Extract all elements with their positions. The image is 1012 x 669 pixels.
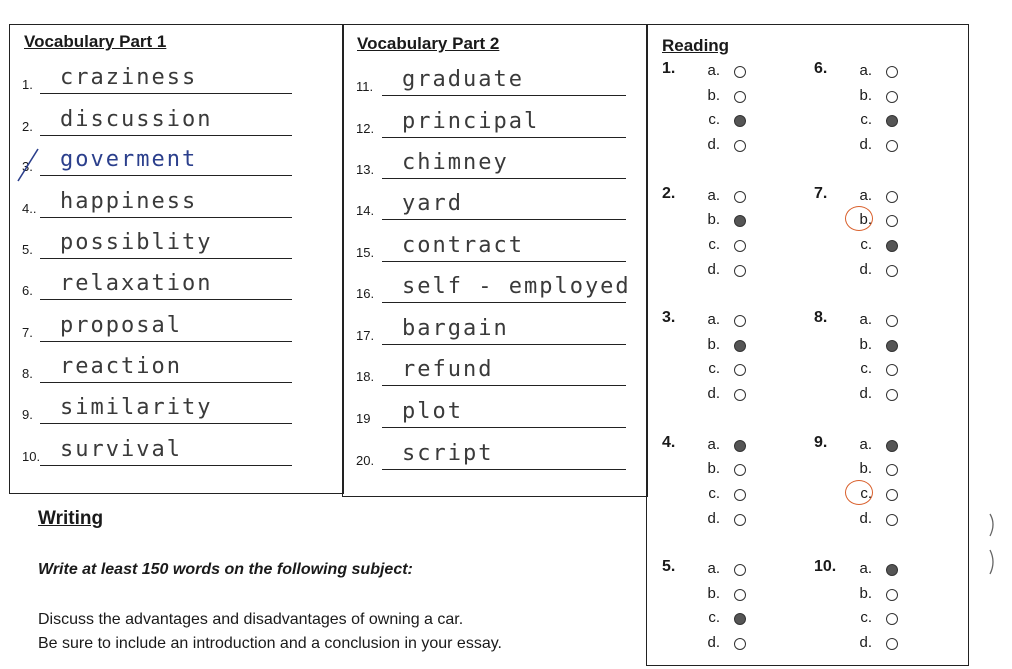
vocab2-item — [356, 315, 626, 345]
filled-bubble[interactable] — [734, 115, 746, 127]
option-letter: d. — [707, 136, 720, 154]
vocab1-item — [22, 270, 292, 300]
reading-question-number: 4. — [662, 433, 676, 451]
vocab1-item — [22, 229, 292, 259]
vocab2-item — [356, 108, 626, 138]
handwritten-answer: discussion — [60, 107, 213, 132]
option-letter: b. — [707, 460, 720, 478]
option-letter: b. — [707, 335, 720, 353]
handwritten-answer: principal — [402, 109, 540, 134]
empty-bubble[interactable] — [886, 140, 898, 152]
answer-option-b[interactable] — [852, 211, 912, 235]
answer-line — [40, 299, 292, 300]
answer-option-d[interactable] — [852, 261, 912, 285]
empty-bubble[interactable] — [886, 66, 898, 78]
answer-line — [40, 258, 292, 259]
vocab2-item — [356, 273, 631, 303]
handwritten-answer: self - employed — [402, 274, 631, 299]
empty-bubble[interactable] — [886, 613, 898, 625]
vocab-part2-heading: Vocabulary Part 2 — [357, 34, 500, 53]
item-number: 1. — [22, 77, 33, 92]
filled-bubble[interactable] — [734, 613, 746, 625]
answer-option-d[interactable] — [852, 634, 912, 658]
empty-bubble[interactable] — [734, 91, 746, 103]
answer-option-a[interactable] — [700, 560, 760, 584]
answer-option-c[interactable] — [852, 485, 912, 509]
empty-bubble[interactable] — [886, 464, 898, 476]
answer-line — [40, 135, 292, 136]
handwritten-answer: proposal — [60, 313, 182, 338]
item-number: 19 — [356, 411, 371, 426]
option-letter: a. — [707, 560, 720, 577]
empty-bubble[interactable] — [886, 91, 898, 103]
vocab1-item — [22, 353, 292, 383]
answer-line — [40, 423, 292, 424]
filled-bubble[interactable] — [886, 564, 898, 576]
answer-option-a[interactable] — [852, 560, 912, 584]
answer-option-d[interactable] — [700, 261, 760, 285]
item-number: 2. — [22, 119, 33, 134]
answer-option-d[interactable] — [700, 136, 760, 160]
answer-option-c[interactable] — [700, 236, 760, 260]
empty-bubble[interactable] — [734, 638, 746, 650]
reading-question-number: 5. — [662, 558, 676, 575]
filled-bubble[interactable] — [734, 215, 746, 227]
handwritten-answer: similarity — [60, 395, 213, 420]
empty-bubble[interactable] — [734, 489, 746, 501]
option-letter: b. — [859, 86, 872, 104]
option-letter: d. — [859, 260, 872, 278]
pen-correction-mark — [14, 145, 44, 185]
answer-line — [40, 341, 292, 342]
item-number: 7. — [22, 325, 33, 340]
empty-bubble[interactable] — [734, 589, 746, 601]
vocab2-item — [356, 232, 626, 262]
answer-line — [382, 178, 626, 179]
item-number: 11. — [356, 79, 374, 94]
reading-question-number: 6. — [814, 60, 828, 77]
answer-option-d[interactable] — [700, 385, 760, 409]
answer-line — [40, 93, 292, 94]
option-letter: b. — [859, 584, 872, 602]
empty-bubble[interactable] — [734, 514, 746, 526]
option-letter: c. — [708, 609, 720, 627]
handwritten-answer: goverment — [60, 147, 198, 172]
item-number: 8. — [22, 366, 33, 381]
answer-option-b[interactable] — [700, 460, 760, 484]
empty-bubble[interactable] — [734, 66, 746, 78]
reading-box — [646, 24, 969, 666]
handwritten-answer: script — [402, 441, 494, 466]
answer-option-a[interactable] — [700, 311, 760, 335]
answer-option-b[interactable] — [852, 585, 912, 609]
vocab2-item — [356, 398, 626, 428]
handwritten-answer: craziness — [60, 65, 198, 90]
reading-heading: Reading — [662, 36, 730, 55]
option-letter: d. — [859, 385, 872, 403]
answer-option-b[interactable] — [852, 336, 912, 360]
item-number: 4.. — [22, 201, 37, 216]
writing-instruction: Write at least 150 words on the following subject: — [38, 561, 413, 578]
empty-bubble[interactable] — [734, 140, 746, 152]
answer-line — [382, 344, 626, 345]
empty-bubble[interactable] — [734, 191, 746, 203]
filled-bubble[interactable] — [886, 115, 898, 127]
item-number: 9. — [22, 407, 33, 422]
writing-prompt-line1: Discuss the advantages and disadvantages of owning a car. — [38, 611, 464, 628]
empty-bubble[interactable] — [886, 389, 898, 401]
option-letter: b. — [859, 211, 872, 229]
item-number: 3. — [22, 159, 33, 174]
vocab1-item — [22, 106, 292, 136]
answer-line — [382, 385, 626, 386]
answer-option-c[interactable] — [700, 111, 760, 135]
item-number: 5. — [22, 242, 33, 257]
option-letter: a. — [707, 435, 720, 453]
vocab2-item — [356, 190, 626, 220]
answer-option-a[interactable] — [852, 436, 912, 460]
answer-line — [40, 382, 292, 383]
empty-bubble[interactable] — [886, 589, 898, 601]
item-number: 15. — [356, 245, 375, 260]
option-letter: a. — [707, 62, 720, 79]
option-letter: a. — [859, 311, 872, 328]
item-number: 6. — [22, 283, 33, 298]
handwritten-answer: graduate — [402, 67, 524, 92]
empty-bubble[interactable] — [886, 191, 898, 203]
vocab1-item — [22, 312, 292, 342]
answer-option-c[interactable] — [700, 485, 760, 509]
empty-bubble[interactable] — [886, 215, 898, 227]
vocab2-item — [356, 149, 626, 179]
option-letter: c. — [708, 235, 720, 253]
option-letter: a. — [859, 560, 872, 577]
handwritten-answer: happiness — [60, 189, 198, 214]
answer-option-a[interactable] — [852, 311, 912, 335]
answer-option-c[interactable] — [852, 609, 912, 633]
empty-bubble[interactable] — [734, 315, 746, 327]
option-letter: d. — [707, 385, 720, 403]
option-letter: c. — [860, 360, 872, 378]
answer-option-a[interactable] — [700, 62, 760, 86]
handwritten-answer: survival — [60, 437, 182, 462]
option-letter: c. — [860, 111, 872, 129]
answer-line — [40, 175, 292, 176]
answer-option-d[interactable] — [852, 385, 912, 409]
item-number: 13. — [356, 162, 375, 177]
answer-option-a[interactable] — [852, 62, 912, 86]
option-letter: b. — [707, 584, 720, 602]
item-number: 18. — [356, 369, 375, 384]
answer-option-d[interactable] — [700, 634, 760, 658]
answer-line — [382, 427, 626, 428]
vocab2-item — [356, 440, 626, 470]
answer-option-c[interactable] — [852, 360, 912, 384]
handwritten-answer: possiblity — [60, 230, 213, 255]
answer-option-c[interactable] — [852, 111, 912, 135]
reading-question-number: 7. — [814, 184, 828, 202]
answer-option-d[interactable] — [852, 136, 912, 160]
reading-question-number: 10. — [814, 558, 837, 575]
reading-question-number: 9. — [814, 433, 828, 451]
empty-bubble[interactable] — [734, 364, 746, 376]
answer-option-b[interactable] — [700, 585, 760, 609]
option-letter: a. — [707, 311, 720, 328]
answer-option-c[interactable] — [700, 360, 760, 384]
reading-question-number: 2. — [662, 184, 676, 202]
answer-line — [382, 95, 626, 96]
answer-line — [382, 137, 626, 138]
empty-bubble[interactable] — [734, 240, 746, 252]
option-letter: d. — [707, 260, 720, 278]
vocab1-item — [22, 146, 292, 176]
option-letter: d. — [859, 509, 872, 527]
empty-bubble[interactable] — [734, 265, 746, 277]
option-letter: a. — [859, 62, 872, 79]
option-letter: b. — [707, 211, 720, 229]
vocab-part1-heading: Vocabulary Part 1 — [24, 32, 167, 51]
writing-prompt-line2: Be sure to include an introduction and a conclusion in your essay. — [38, 635, 502, 652]
answer-option-c[interactable] — [852, 236, 912, 260]
empty-bubble[interactable] — [734, 564, 746, 576]
filled-bubble[interactable] — [734, 440, 746, 452]
filled-bubble[interactable] — [734, 340, 746, 352]
writing-heading: Writing — [38, 508, 104, 529]
empty-bubble[interactable] — [886, 489, 898, 501]
handwritten-answer: contract — [402, 233, 524, 258]
option-letter: b. — [859, 335, 872, 353]
option-letter: d. — [859, 136, 872, 154]
vocab2-item — [356, 356, 626, 386]
empty-bubble[interactable] — [886, 315, 898, 327]
empty-bubble[interactable] — [734, 389, 746, 401]
handwritten-answer: relaxation — [60, 271, 213, 296]
answer-option-b[interactable] — [700, 211, 760, 235]
answer-line — [40, 465, 292, 466]
reading-question-number: 8. — [814, 309, 828, 326]
vocab1-item — [22, 64, 292, 94]
empty-bubble[interactable] — [734, 464, 746, 476]
item-number: 17. — [356, 328, 375, 343]
item-number: 16. — [356, 286, 375, 301]
answer-line — [382, 261, 626, 262]
answer-option-a[interactable] — [700, 436, 760, 460]
filled-bubble[interactable] — [886, 340, 898, 352]
margin-bracket-marks — [984, 510, 1004, 580]
handwritten-answer: plot — [402, 399, 463, 424]
answer-option-b[interactable] — [700, 87, 760, 111]
filled-bubble[interactable] — [886, 240, 898, 252]
handwritten-answer: reaction — [60, 354, 182, 379]
answer-option-d[interactable] — [700, 510, 760, 534]
option-letter: d. — [707, 634, 720, 652]
empty-bubble[interactable] — [886, 638, 898, 650]
answer-option-d[interactable] — [852, 510, 912, 534]
item-number: 12. — [356, 121, 375, 136]
handwritten-answer: bargain — [402, 316, 509, 341]
handwritten-answer: chimney — [402, 150, 509, 175]
option-letter: a. — [707, 186, 720, 204]
option-letter: d. — [707, 509, 720, 527]
answer-line — [382, 302, 626, 303]
empty-bubble[interactable] — [886, 364, 898, 376]
option-letter: d. — [859, 634, 872, 652]
reading-question-number: 3. — [662, 309, 676, 326]
option-letter: c. — [860, 235, 872, 253]
option-letter: c. — [860, 609, 872, 627]
vocab1-item — [22, 436, 292, 466]
answer-line — [382, 469, 626, 470]
answer-option-b[interactable] — [700, 336, 760, 360]
option-letter: a. — [859, 435, 872, 453]
item-number: 20. — [356, 453, 375, 468]
item-number: 14. — [356, 203, 375, 218]
answer-line — [382, 219, 626, 220]
option-letter: c. — [708, 484, 720, 502]
reading-question-number: 1. — [662, 60, 676, 77]
answer-line — [40, 217, 292, 218]
option-letter: b. — [859, 460, 872, 478]
handwritten-answer: yard — [402, 191, 463, 216]
filled-bubble[interactable] — [886, 440, 898, 452]
vocab2-item — [356, 66, 626, 96]
option-letter: a. — [859, 186, 872, 204]
option-letter: c. — [708, 111, 720, 129]
vocab1-item — [22, 188, 292, 218]
vocab1-item — [22, 394, 292, 424]
option-letter: c. — [708, 360, 720, 378]
handwritten-answer: refund — [402, 357, 494, 382]
empty-bubble[interactable] — [886, 514, 898, 526]
item-number: 10. — [22, 449, 41, 464]
empty-bubble[interactable] — [886, 265, 898, 277]
answer-option-b[interactable] — [852, 87, 912, 111]
option-letter: b. — [707, 86, 720, 104]
answer-option-a[interactable] — [700, 187, 760, 211]
option-letter: c. — [860, 484, 872, 502]
answer-option-c[interactable] — [700, 609, 760, 633]
